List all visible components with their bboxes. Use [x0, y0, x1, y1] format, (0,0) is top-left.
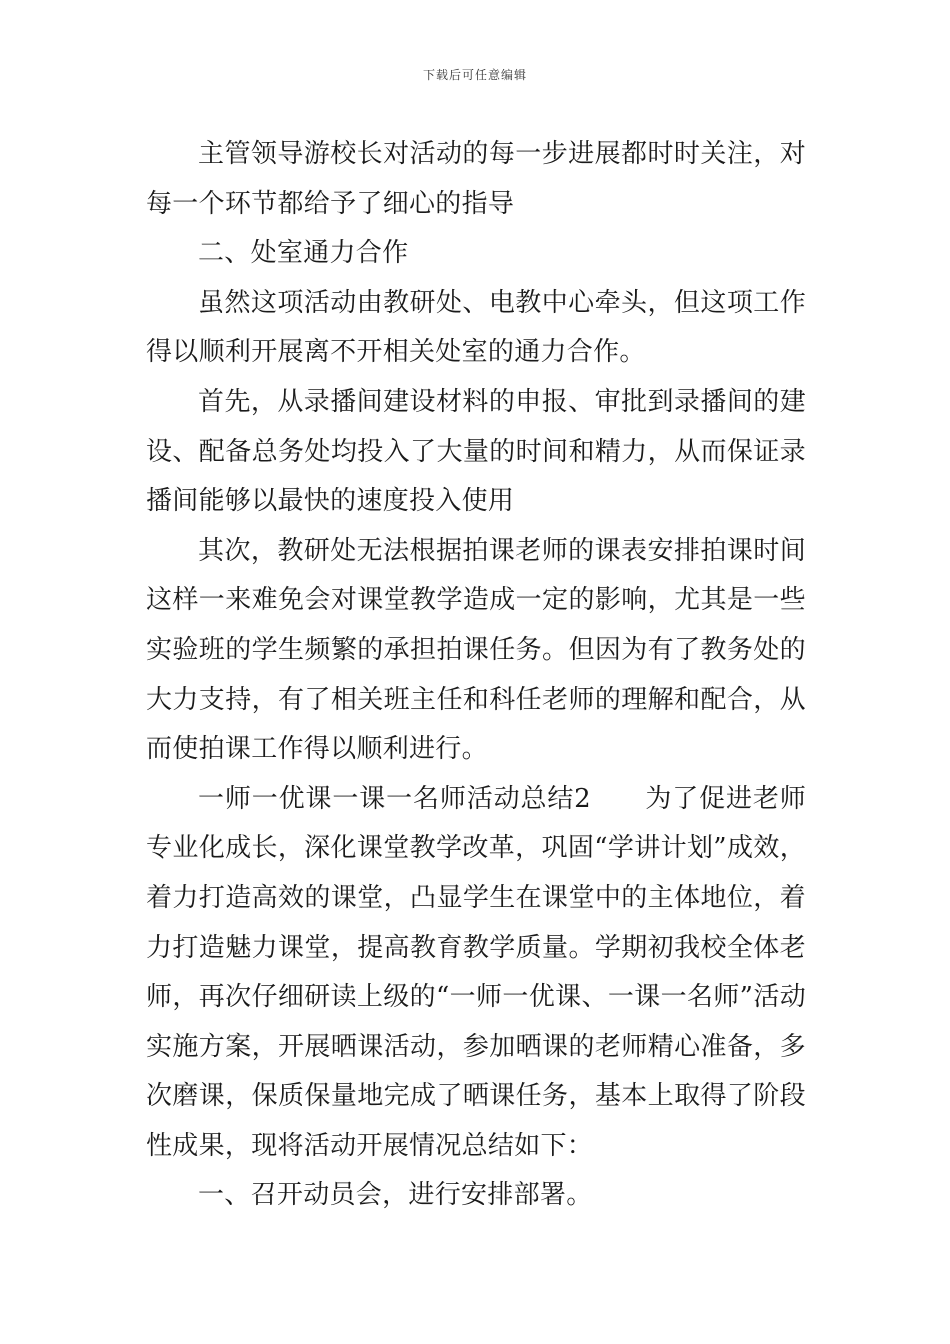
section-heading-mobilization: 一、召开动员会，进行安排部署。: [198, 1180, 593, 1211]
paragraph-cooperation-intro: 虽然这项活动由教研处、电教中心牵头，但这项工作得以顺利开展离不开相关处室的通力合作。: [146, 287, 806, 368]
paragraph-first: 首先，从录播间建设材料的申报、审批到录播间的建设、配备总务处均投入了大量的时间和精力，从而保证录播间能够以最快的速度投入使用: [146, 386, 806, 517]
page-header: 下载后可任意编辑: [422, 68, 527, 82]
paragraph-second: 其次，教研处无法根据拍课老师的课表安排拍课时间这样一来难免会对课堂教学造成一定的影响，尤其是一些实验班的学生频繁的承担拍课任务。但因为有了教务处的大力支持，有了相关班主任和科任老师的理解和配合，从而使拍课工作得以顺利进行。: [146, 535, 806, 765]
paragraph-leadership: 主管领导游校长对活动的每一步进展都时时关注，对每一个环节都给予了细心的指导: [146, 139, 806, 219]
document-body: [146, 130, 806, 1221]
section-heading-cooperation: 二、处室通力合作: [198, 238, 409, 269]
paragraph-summary-2: 一师一优课一课一名师活动总结2 为了促进老师专业化成长，深化课堂教学改革，巩固“学讲计划”成效，着力打造高效的课堂，凸显学生在课堂中的主体地位，着力打造魅力课堂，提高教育教学质量。学期初我校全体老师，再次仔细研读上级的“一师一优课、一课一名师”活动实施方案，开展晒课活动，参加晒课的老师精心准备，多次磨课，保质保量地完成了晒课任务，基本上取得了阶段性成果，现将活动开展情况总结如下：: [146, 783, 806, 1161]
